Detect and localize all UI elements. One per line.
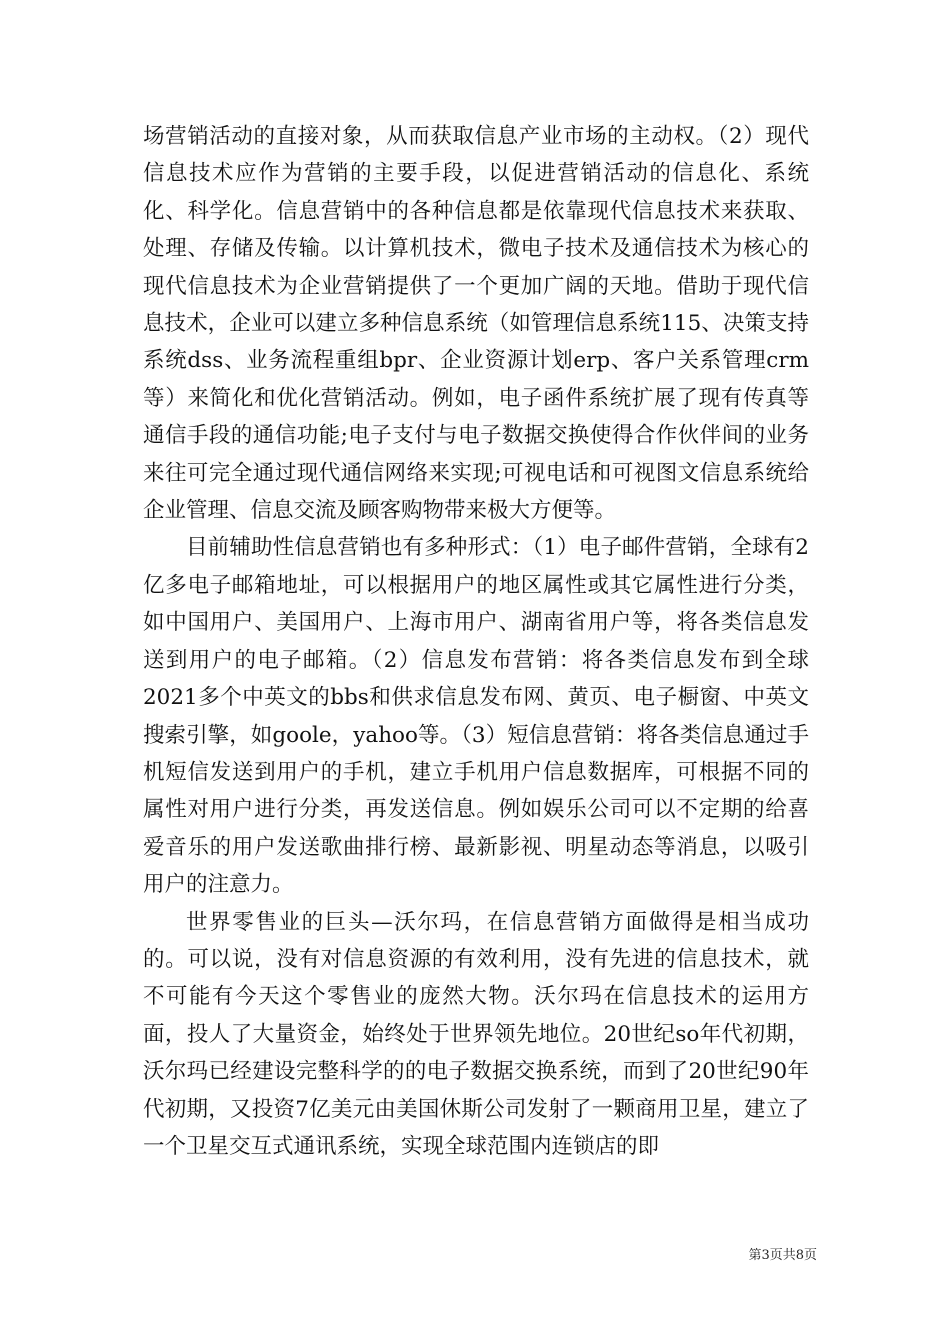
paragraph-3: 世界零售业的巨头—沃尔玛，在信息营销方面做得是相当成功的。可以说，没有对信息资源的有效利用，没有先进的信息技术，就不可能有今天这个零售业的庞然大物。沃尔玛在信息技术的运用方面，投人了大量资金，始终处于世界领先地位。20世纪so年代初期，沃尔玛已经建设完整科学的的电子数据交换系统，而到了20世纪90年代初期，又投资7亿美元由美国休斯公司发射了一颗商用卫星，建立了一个卫星交互式通讯系统，实现全球范围内连锁店的即 — [143, 909, 809, 1159]
paragraph-1: 场营销活动的直接对象，从而获取信息产业市场的主动权。（2）现代信息技术应作为营销的主要手段，以促进营销活动的信息化、系统化、科学化。信息营销中的各种信息都是依靠现代信息技术来获取、处理、存储及传输。以计算机技术，微电子技术及通信技术为核心的现代信息技术为企业营销提供了一个更加广阔的天地。借助于现代信息技术，企业可以建立多种信息系统（如管理信息系统115、决策支持系统dss、业务流程重组bpr、企业资源计划erp、客户关系管理crm等）来简化和优化营销活动。例如，电子函件系统扩展了现有传真等通信手段的通信功能;电子支付与电子数据交换使得合作伙伴间的业务来往可完全通过现代通信网络来实现;可视电话和可视图文信息系统给企业管理、信息交流及顾客购物带来极大方便等。 — [143, 124, 809, 524]
document-body — [143, 118, 809, 1165]
page-number-footer: 第3页共8页 — [748, 1248, 817, 1263]
paragraph-2: 目前辅助性信息营销也有多种形式：（1）电子邮件营销，全球有2亿多电子邮箱地址，可以根据用户的地区属性或其它属性进行分类，如中国用户、美国用户、上海市用户、湖南省用户等，将各类信息发送到用户的电子邮箱。（2）信息发布营销：将各类信息发布到全球2021多个中英文的bbs和供求信息发布网、黄页、电子橱窗、中英文搜索引擎，如goole，yahoo等。（3）短信息营销：将各类信息通过手机短信发送到用户的手机，建立手机用户信息数据库，可根据不同的属性对用户进行分类，再发送信息。例如娱乐公司可以不定期的给喜爱音乐的用户发送歌曲排行榜、最新影视、明星动态等消息，以吸引用户的注意力。 — [143, 535, 809, 898]
